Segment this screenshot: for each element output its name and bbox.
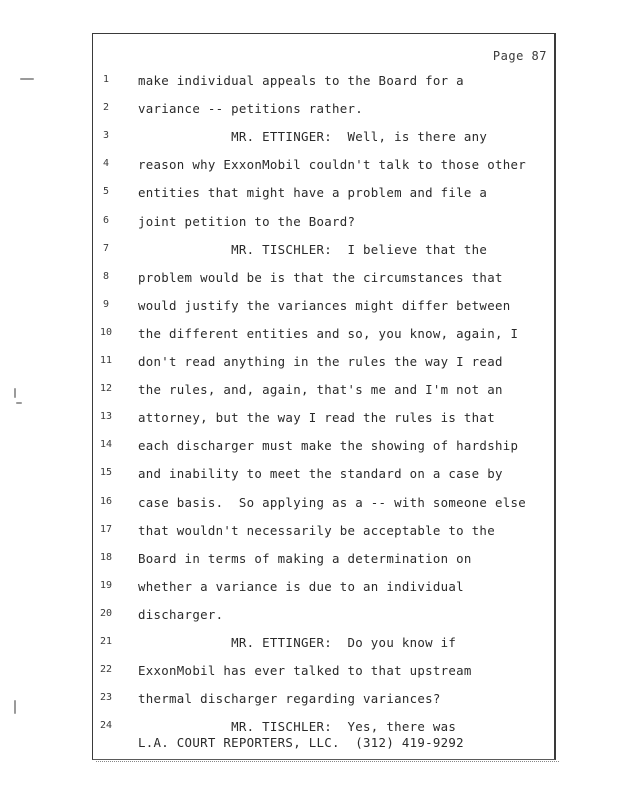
transcript-line: ExxonMobil has ever talked to that upstream <box>138 663 472 679</box>
line-number: 5 <box>102 186 110 198</box>
line-number: 12 <box>99 383 113 395</box>
line-number: 6 <box>102 214 110 226</box>
transcript-line: discharger. <box>138 606 224 622</box>
transcript-line: Board in terms of making a determination on <box>138 550 472 566</box>
transcript-line: MR. ETTINGER: Do you know if <box>138 635 457 650</box>
transcript-line: attorney, but the way I read the rules is that <box>138 410 495 426</box>
scan-speck <box>14 388 16 398</box>
transcript-line: variance -- petitions rather. <box>138 101 364 117</box>
transcript-line: don't read anything in the rules the way I read <box>138 354 503 369</box>
line-number: 7 <box>102 242 110 254</box>
scan-speck <box>14 700 16 714</box>
transcript-line: MR. TISCHLER: I believe that the <box>138 241 488 257</box>
line-number: 14 <box>99 439 113 451</box>
transcript-line: entities that might have a problem and file a <box>138 185 488 201</box>
line-number: 3 <box>102 130 110 142</box>
transcript-line: the rules, and, again, that's me and I'm not an <box>138 382 503 398</box>
transcript-line: the different entities and so, you know, again, I <box>138 325 519 341</box>
line-number: 16 <box>99 495 113 507</box>
transcript-line: and inability to meet the standard on a case by <box>138 466 503 482</box>
transcript-line: problem would be is that the circumstances that <box>138 269 503 285</box>
scan-speck <box>16 402 22 404</box>
transcript-line: make individual appeals to the Board for a <box>138 73 464 88</box>
line-number: 8 <box>102 270 110 282</box>
transcript-line: would justify the variances might differ between <box>138 297 511 313</box>
transcript-line: thermal discharger regarding variances? <box>138 691 441 707</box>
transcript-line: case basis. So applying as a -- with someone else <box>138 494 526 510</box>
line-number: 22 <box>99 664 113 676</box>
line-number: 19 <box>99 579 113 591</box>
line-number: 23 <box>99 692 113 704</box>
line-number: 15 <box>99 467 113 479</box>
line-number: 18 <box>99 551 113 563</box>
line-number: 10 <box>99 326 113 338</box>
line-number: 24 <box>99 720 113 732</box>
court-reporter-footer: L.A. COURT REPORTERS, LLC. (312) 419-9292 <box>138 735 464 750</box>
line-number: 4 <box>102 158 110 170</box>
transcript-line: MR. TISCHLER: Yes, there was <box>138 719 457 735</box>
line-number: 17 <box>99 523 113 535</box>
line-number: 2 <box>102 102 110 114</box>
line-number: 11 <box>99 355 113 366</box>
transcript-line: each discharger must make the showing of hardship <box>138 438 519 454</box>
line-number: 9 <box>102 298 110 310</box>
transcript-line: reason why ExxonMobil couldn't talk to those other <box>138 157 526 173</box>
page-bottom-edge <box>96 761 559 766</box>
line-number: 1 <box>102 74 110 85</box>
scan-speck <box>20 78 34 80</box>
transcript-line: that wouldn't necessarily be acceptable to the <box>138 522 495 538</box>
line-number: 20 <box>99 607 113 619</box>
transcript-line: whether a variance is due to an individual <box>138 578 464 594</box>
line-number: 21 <box>99 636 113 647</box>
transcript-line: MR. ETTINGER: Well, is there any <box>138 129 488 145</box>
line-number: 13 <box>99 411 113 423</box>
page-number: Page 87 <box>492 49 547 63</box>
transcript-line: joint petition to the Board? <box>138 213 356 229</box>
